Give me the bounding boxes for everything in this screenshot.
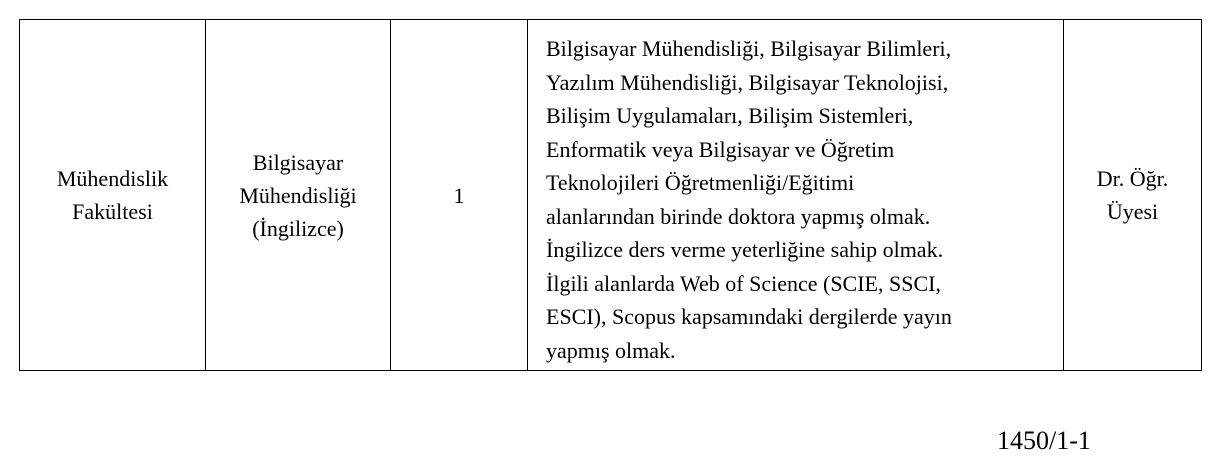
requirement-line: alanlarından birinde doktora yapmış olmak. xyxy=(546,203,931,229)
position-table xyxy=(19,19,1202,371)
requirement-line: Teknolojileri Öğretmenliği/Eğitimi xyxy=(546,170,855,195)
requirement-line: Bilgisayar Mühendisliği, Bilgisayar Bilimleri, xyxy=(546,36,952,61)
requirements-cell xyxy=(528,20,1064,371)
academic-title-cell xyxy=(1064,20,1202,371)
requirement-line: yapmış olmak. xyxy=(546,337,676,363)
position-count-cell xyxy=(391,20,528,371)
requirement-line: İngilizce ders verme yeterliğine sahip olmak. xyxy=(546,237,944,262)
requirement-line: İlgili alanlarda Web of Science (SCIE, SSCI, xyxy=(546,270,941,296)
requirement-line: Bilişim Uygulamaları, Bilişim Sistemleri, xyxy=(546,103,914,128)
position-count: 1 xyxy=(453,182,465,208)
department-cell xyxy=(206,20,391,371)
requirement-line: ESCI), Scopus kapsamındaki dergilerde yayın xyxy=(546,304,952,329)
department-line: Mühendisliği xyxy=(239,182,357,208)
department-line: Bilgisayar xyxy=(252,149,344,175)
academic-title-line: Dr. Öğr. xyxy=(1096,166,1169,191)
faculty-line: Mühendislik xyxy=(56,166,169,191)
requirement-line: Yazılım Mühendisliği, Bilgisayar Teknolojisi, xyxy=(546,69,949,95)
requirement-line: Enformatik veya Bilgisayar ve Öğretim xyxy=(546,136,895,162)
faculty-line: Fakültesi xyxy=(72,199,153,224)
faculty-cell xyxy=(20,20,206,371)
table-row xyxy=(20,20,1202,371)
academic-title-line: Üyesi xyxy=(1106,199,1159,224)
reference-number: 1450/1-1 xyxy=(997,426,1091,455)
department-line: (İngilizce) xyxy=(252,215,344,241)
